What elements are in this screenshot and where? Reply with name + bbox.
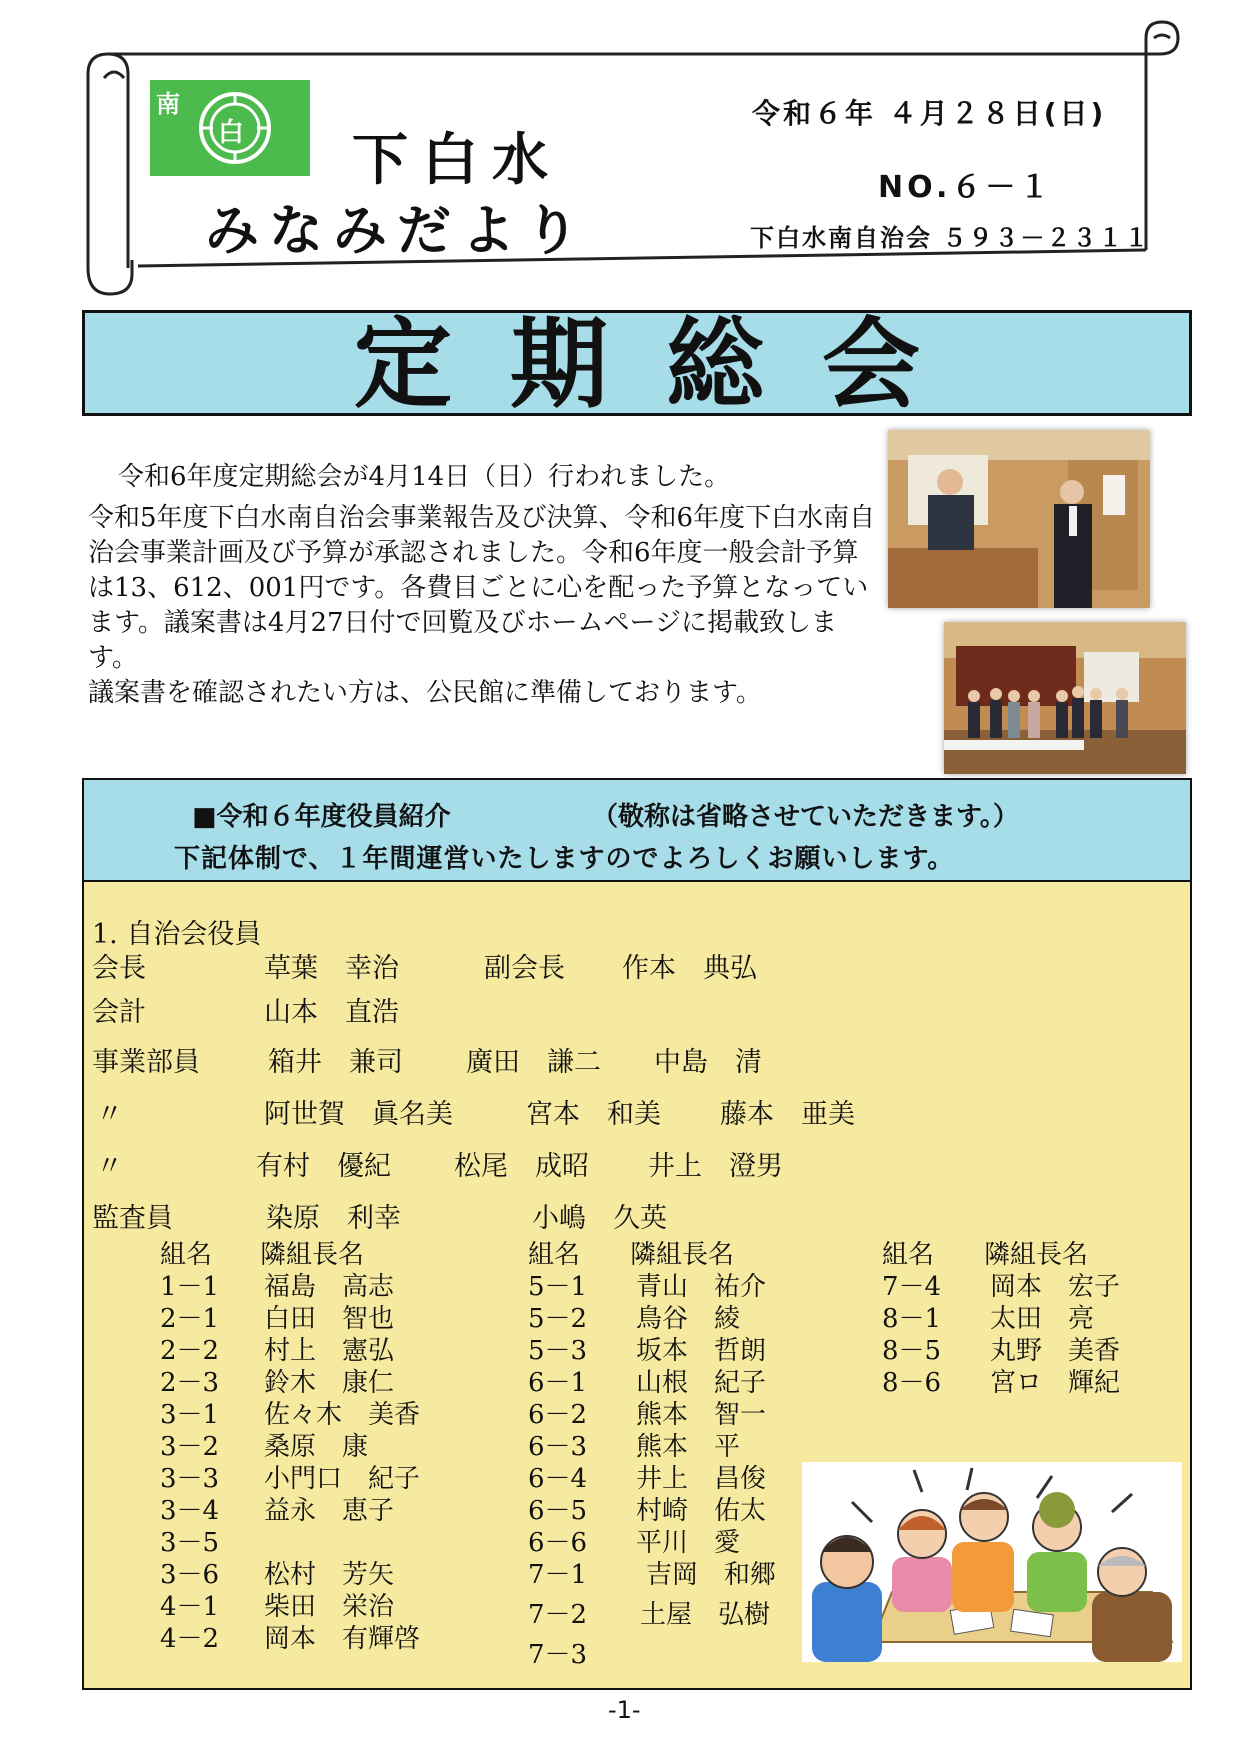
group-id: 8－5: [882, 1336, 942, 1366]
officers-title: ■令和６年度役員紹介: [192, 802, 451, 832]
section-label: 1. 自治会役員: [92, 919, 262, 950]
title-banner: [82, 307, 1192, 422]
leader-name: 青山 祐介: [636, 1272, 767, 1302]
leader-name: 佐々木 美香: [264, 1400, 421, 1430]
leader-name: 丸野 美香: [990, 1336, 1121, 1366]
newsletter-title-line2: みなみだより: [205, 199, 589, 262]
leader-name: 白田 智也: [264, 1304, 395, 1334]
town-logo: [150, 80, 310, 176]
group-header: 組名: [160, 1240, 213, 1270]
page-number: -1-: [608, 1696, 641, 1724]
group-id: 3－1: [160, 1400, 220, 1430]
group-header: 組名: [528, 1240, 581, 1270]
staff-name: 松尾 成昭: [454, 1151, 589, 1182]
group-id: 3－4: [160, 1496, 220, 1526]
issue-number: NO.６－１: [878, 170, 1054, 205]
group-id: 2－3: [160, 1368, 220, 1398]
intro-last: 議案書を確認されたい方は、公民館に準備しております。: [88, 678, 762, 708]
leader-header: 隣組長名: [260, 1240, 365, 1270]
group-id: 7－3: [528, 1640, 588, 1670]
vice-president-name: 作本 典弘: [622, 953, 757, 984]
staff-label: 事業部員: [92, 1047, 200, 1078]
leader-name: 鳥谷 綾: [636, 1304, 741, 1334]
leader-header: 隣組長名: [984, 1240, 1089, 1270]
auditor-name: 染原 利幸: [266, 1203, 401, 1234]
group-id: 6－3: [528, 1432, 588, 1462]
group-id: 4－1: [160, 1592, 220, 1622]
leader-name: 鈴木 康仁: [264, 1368, 395, 1398]
group-id: 4－2: [160, 1624, 220, 1654]
leader-name: 岡本 宏子: [990, 1272, 1121, 1302]
group-id: 7－4: [882, 1272, 942, 1302]
leader-name: 土屋 弘樹: [640, 1600, 771, 1630]
logo-corner-text: 南: [156, 90, 180, 118]
page-title: 定期総会: [353, 307, 978, 422]
ditto-mark: 〃: [96, 1151, 123, 1182]
group-id: 3－3: [160, 1464, 220, 1494]
group-id: 7－2: [528, 1600, 588, 1630]
leader-name: 井上 昌俊: [636, 1464, 767, 1494]
leader-name: 松村 芳矢: [264, 1560, 395, 1590]
group-id: 5－2: [528, 1304, 588, 1334]
leader-name: 坂本 哲朗: [636, 1336, 767, 1366]
ditto-mark: 〃: [96, 1099, 123, 1130]
meeting-illustration: [802, 1462, 1182, 1662]
staff-name: 阿世賀 眞名美: [264, 1099, 453, 1130]
leader-name: 熊本 平: [636, 1432, 741, 1462]
intro-body: 令和5年度下白水南自治会事業報告及び決算、令和6年度下白水南自治会事業計画及び予算が承認されました。令和6年度一般会計予算は13、612、001円です。各費目ごとに心を配った予算となっています。議案書は4月27日付で回覧及びホームページに掲載致します。: [88, 503, 876, 673]
issue-date: 令和６年 ４月２８日(日): [752, 97, 1107, 130]
staff-name: 箱井 兼司: [268, 1047, 403, 1078]
leader-name: 村上 憲弘: [264, 1336, 395, 1366]
officers-header: [82, 778, 1192, 882]
staff-name: 中島 清: [654, 1047, 762, 1078]
president-name: 草葉 幸治: [264, 953, 399, 984]
officers-panel: [82, 882, 1192, 1690]
honorific-note: （敬称は省略させていただきます。）: [592, 802, 1019, 832]
group-id: 3－6: [160, 1560, 220, 1590]
newsletter-title-line1: 下白水: [352, 128, 562, 193]
group-id: 8－1: [882, 1304, 942, 1334]
leader-name: 桑原 康: [264, 1432, 369, 1462]
group-id: 3－5: [160, 1528, 220, 1558]
staff-name: 宮本 和美: [526, 1099, 661, 1130]
president-label: 会長: [92, 953, 146, 984]
leader-name: 吉岡 和郷: [646, 1560, 777, 1590]
officers-subtitle: 下記体制で、１年間運営いたしますのでよろしくお願いします。: [174, 844, 955, 874]
group-id: 3－2: [160, 1432, 220, 1462]
leader-name: 宮ロ 輝紀: [990, 1368, 1121, 1398]
group-id: 5－1: [528, 1272, 588, 1302]
logo-seal-text: 白: [218, 118, 245, 148]
vice-president-label: 副会長: [484, 953, 565, 984]
staff-name: 有村 優紀: [256, 1151, 391, 1182]
leader-name: 熊本 智一: [636, 1400, 767, 1430]
leader-name: 岡本 有輝啓: [264, 1624, 421, 1654]
group-id: 6－6: [528, 1528, 588, 1558]
leader-name: 太田 亮: [990, 1304, 1095, 1334]
group-id: 6－4: [528, 1464, 588, 1494]
intro-text: [88, 460, 878, 711]
staff-name: 廣田 謙二: [466, 1047, 601, 1078]
group-id: 7－1: [528, 1560, 588, 1590]
leader-name: 村崎 佑太: [636, 1496, 767, 1526]
leader-name: 福島 高志: [264, 1272, 395, 1302]
group-id: 6－2: [528, 1400, 588, 1430]
group-id: 1－1: [160, 1272, 220, 1302]
treasurer-label: 会計: [92, 997, 146, 1028]
leader-name: 山根 紀子: [636, 1368, 767, 1398]
group-id: 2－1: [160, 1304, 220, 1334]
leader-name: 柴田 栄治: [264, 1592, 395, 1622]
staff-name: 藤本 亜美: [720, 1099, 855, 1130]
intro-line1: 令和6年度定期総会が4月14日（日）行われました。: [118, 462, 731, 492]
group-id: 5－3: [528, 1336, 588, 1366]
auditor-name: 小嶋 久英: [532, 1203, 667, 1234]
organization-phone: 下白水南自治会 ５９３－２３１１: [750, 224, 1151, 252]
group-id: 8－6: [882, 1368, 942, 1398]
group-header: 組名: [882, 1240, 935, 1270]
staff-name: 井上 澄男: [648, 1151, 783, 1182]
auditor-label: 監査員: [92, 1203, 173, 1234]
leader-name: 益永 恵子: [264, 1496, 395, 1526]
group-id: 6－5: [528, 1496, 588, 1526]
meeting-photo-hall: [944, 622, 1186, 774]
leader-header: 隣組長名: [630, 1240, 735, 1270]
leader-name: 小門口 紀子: [264, 1464, 421, 1494]
group-id: 2－2: [160, 1336, 220, 1366]
treasurer-name: 山本 直浩: [264, 997, 399, 1028]
meeting-photo-podium: [888, 430, 1150, 608]
group-id: 6－1: [528, 1368, 588, 1398]
leader-name: 平川 愛: [636, 1528, 741, 1558]
